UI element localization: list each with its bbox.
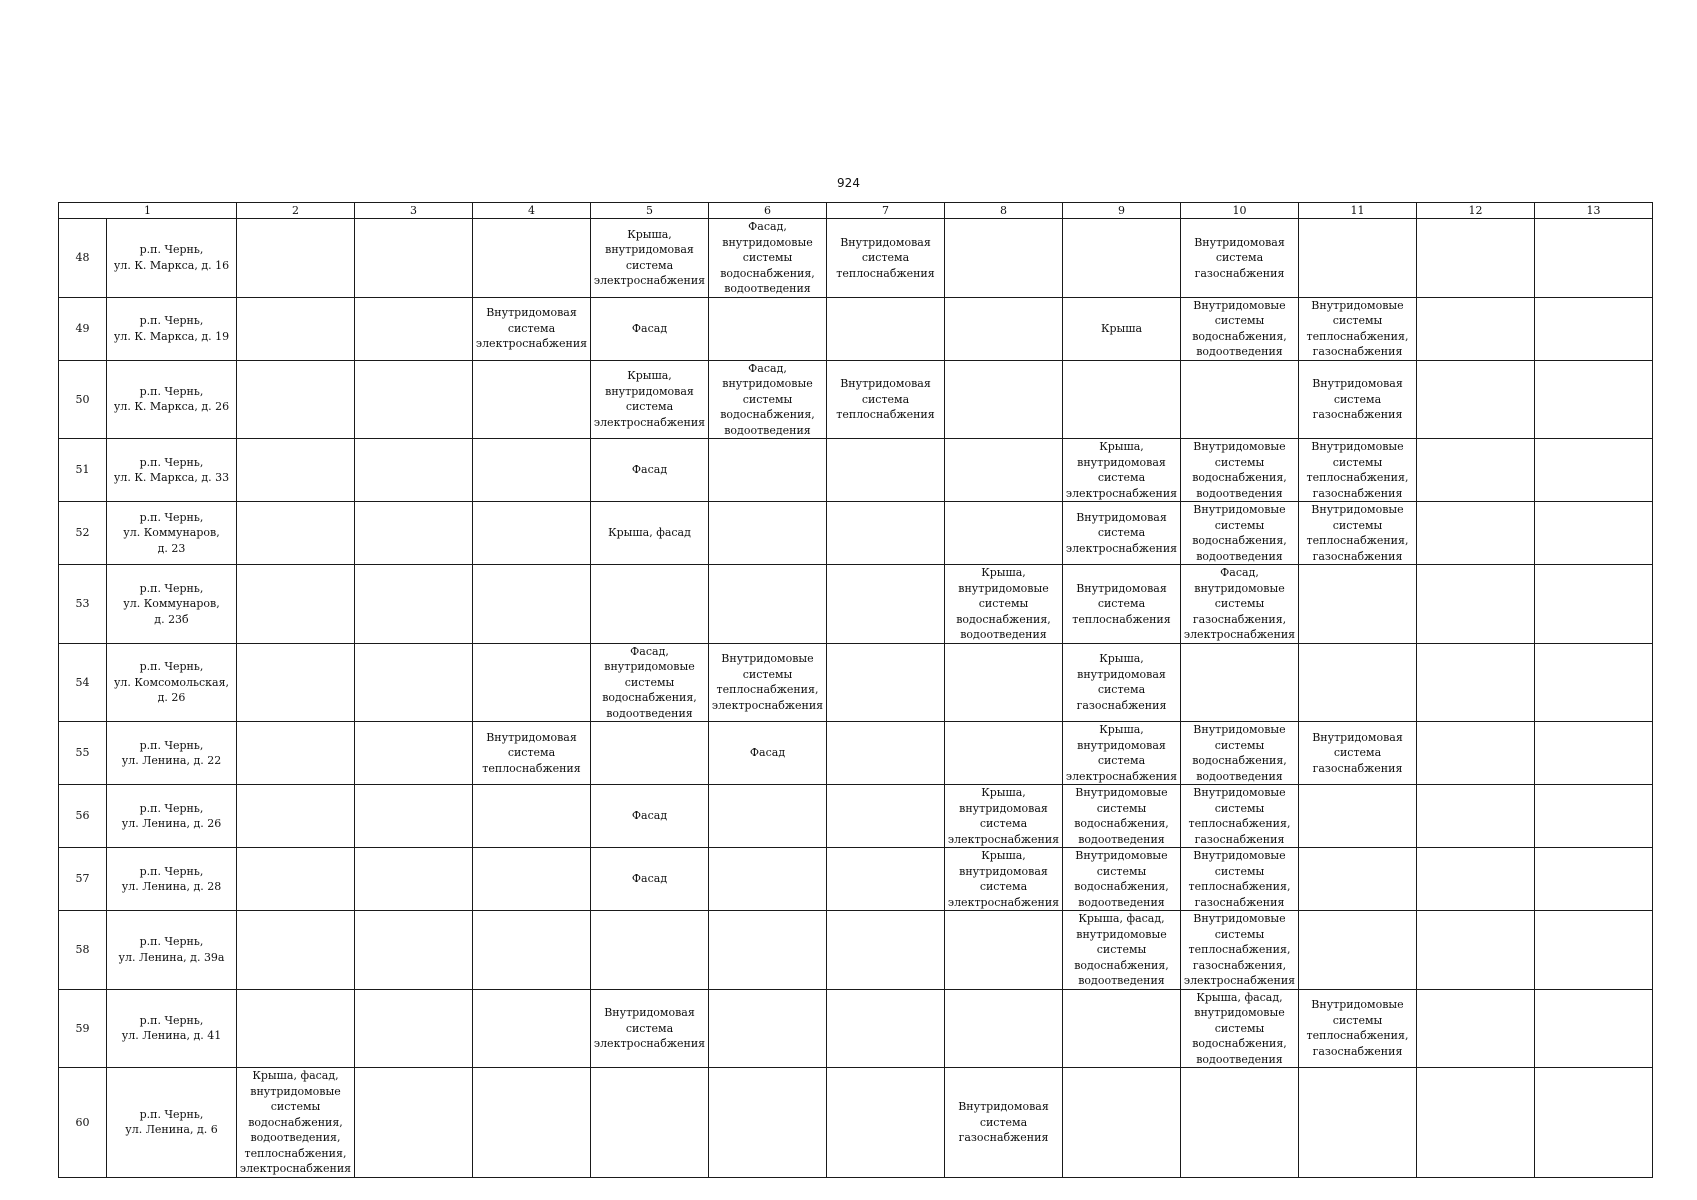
work-cell: [237, 297, 355, 360]
work-cell: Крыша, фасад, внутридомовые системы водоснабжения, водоотведения: [1181, 989, 1299, 1068]
work-cell: Крыша, фасад, внутридомовые системы водоснабжения, водоотведения: [1063, 911, 1181, 990]
work-cell: Крыша, внутридомовая система электроснабжения: [1063, 722, 1181, 785]
work-cell: [237, 360, 355, 439]
work-cell: [1535, 722, 1653, 785]
row-number-cell: 54: [59, 643, 107, 722]
column-header: 7: [827, 203, 945, 219]
column-header: 11: [1299, 203, 1417, 219]
work-cell: [827, 848, 945, 911]
work-cell: [827, 643, 945, 722]
work-cell: [1181, 1068, 1299, 1178]
work-cell: [1535, 219, 1653, 298]
table-row: [59, 565, 1653, 644]
work-cell: Внутридомовые системы теплоснабжения, электроснабжения: [709, 643, 827, 722]
work-cell: [1299, 911, 1417, 990]
row-number-cell: 55: [59, 722, 107, 785]
work-cell: Фасад: [591, 297, 709, 360]
table-row: [59, 785, 1653, 848]
column-header: 5: [591, 203, 709, 219]
row-number-cell: 60: [59, 1068, 107, 1178]
work-cell: Внутридомовая система газоснабжения: [1299, 360, 1417, 439]
table-row: [59, 722, 1653, 785]
work-cell: Внутридомовые системы водоснабжения, водоотведения: [1181, 502, 1299, 565]
work-cell: [709, 989, 827, 1068]
work-cell: [827, 1068, 945, 1178]
table-body: [59, 203, 1653, 1178]
work-cell: [1535, 297, 1653, 360]
work-cell: [1535, 565, 1653, 644]
work-cell: Внутридомовые системы теплоснабжения, газоснабжения, электроснабжения: [1181, 911, 1299, 990]
table-row: [59, 989, 1653, 1068]
work-cell: [473, 219, 591, 298]
work-cell: [945, 219, 1063, 298]
work-cell: Внутридомовые системы водоснабжения, водоотведения: [1063, 848, 1181, 911]
column-header: 10: [1181, 203, 1299, 219]
work-cell: [355, 565, 473, 644]
work-cell: [945, 911, 1063, 990]
work-cell: [355, 1068, 473, 1178]
work-cell: [473, 1068, 591, 1178]
work-cell: [237, 219, 355, 298]
table-row: [59, 360, 1653, 439]
work-cell: [473, 848, 591, 911]
work-cell: [1535, 502, 1653, 565]
work-cell: [473, 360, 591, 439]
work-cell: [709, 297, 827, 360]
address-cell: р.п. Чернь, ул. Ленина, д. 22: [107, 722, 237, 785]
work-cell: [591, 911, 709, 990]
work-cell: [1063, 360, 1181, 439]
work-cell: [1535, 1068, 1653, 1178]
repair-schedule-table: [58, 202, 1653, 1178]
work-cell: [1535, 911, 1653, 990]
address-cell: р.п. Чернь, ул. К. Маркса, д. 33: [107, 439, 237, 502]
work-cell: [355, 643, 473, 722]
work-cell: Внутридомовые системы водоснабжения, водоотведения: [1181, 722, 1299, 785]
work-cell: Внутридомовая система электроснабжения: [1063, 502, 1181, 565]
work-cell: [355, 219, 473, 298]
work-cell: [237, 785, 355, 848]
work-cell: [355, 439, 473, 502]
work-cell: [355, 785, 473, 848]
address-cell: р.п. Чернь, ул. Комсомольская, д. 26: [107, 643, 237, 722]
work-cell: [473, 439, 591, 502]
work-cell: [1181, 643, 1299, 722]
work-cell: [473, 911, 591, 990]
work-cell: [1417, 643, 1535, 722]
address-cell: р.п. Чернь, ул. Коммунаров, д. 23: [107, 502, 237, 565]
column-header: 12: [1417, 203, 1535, 219]
work-cell: Крыша: [1063, 297, 1181, 360]
work-cell: [1535, 439, 1653, 502]
address-cell: р.п. Чернь, ул. Коммунаров, д. 23б: [107, 565, 237, 644]
work-cell: [1299, 219, 1417, 298]
work-cell: [591, 565, 709, 644]
work-cell: Внутридомовые системы теплоснабжения, газоснабжения: [1181, 785, 1299, 848]
work-cell: Крыша, фасад: [591, 502, 709, 565]
column-header: 9: [1063, 203, 1181, 219]
work-cell: [1417, 1068, 1535, 1178]
address-cell: р.п. Чернь, ул. К. Маркса, д. 26: [107, 360, 237, 439]
work-cell: Внутридомовые системы водоснабжения, водоотведения: [1181, 297, 1299, 360]
work-cell: Крыша, внутридомовая система электроснабжения: [591, 219, 709, 298]
work-cell: [1063, 1068, 1181, 1178]
work-cell: [1181, 360, 1299, 439]
work-cell: [827, 439, 945, 502]
address-cell: р.п. Чернь, ул. К. Маркса, д. 16: [107, 219, 237, 298]
column-number-header-row: [59, 203, 1653, 219]
work-cell: [237, 911, 355, 990]
work-cell: Фасад: [591, 848, 709, 911]
page-number: 924: [837, 176, 860, 190]
work-cell: [355, 848, 473, 911]
work-cell: [827, 502, 945, 565]
work-cell: [473, 565, 591, 644]
work-cell: Фасад: [591, 785, 709, 848]
column-header: 13: [1535, 203, 1653, 219]
work-cell: Внутридомовые системы водоснабжения, водоотведения: [1063, 785, 1181, 848]
row-number-cell: 51: [59, 439, 107, 502]
work-cell: [473, 989, 591, 1068]
work-cell: Крыша, внутридомовые системы водоснабжения, водоотведения: [945, 565, 1063, 644]
work-cell: Внутридомовая система теплоснабжения: [827, 219, 945, 298]
work-cell: [827, 565, 945, 644]
work-cell: [945, 502, 1063, 565]
work-cell: [1417, 785, 1535, 848]
work-cell: [1535, 785, 1653, 848]
address-cell: р.п. Чернь, ул. Ленина, д. 6: [107, 1068, 237, 1178]
work-cell: Фасад: [591, 439, 709, 502]
work-cell: [827, 297, 945, 360]
work-cell: [1417, 360, 1535, 439]
table-row: [59, 1068, 1653, 1178]
column-header: 1: [59, 203, 237, 219]
row-number-cell: 52: [59, 502, 107, 565]
row-number-cell: 48: [59, 219, 107, 298]
work-cell: Крыша, внутридомовая система газоснабжения: [1063, 643, 1181, 722]
column-header: 3: [355, 203, 473, 219]
address-cell: р.п. Чернь, ул. Ленина, д. 39а: [107, 911, 237, 990]
work-cell: [709, 848, 827, 911]
work-cell: [355, 360, 473, 439]
work-cell: Внутридомовая система теплоснабжения: [1063, 565, 1181, 644]
work-cell: Внутридомовые системы теплоснабжения, газоснабжения: [1299, 502, 1417, 565]
work-cell: [1299, 848, 1417, 911]
work-cell: [237, 989, 355, 1068]
work-cell: [591, 1068, 709, 1178]
work-cell: [1535, 643, 1653, 722]
column-header: 4: [473, 203, 591, 219]
work-cell: [237, 502, 355, 565]
work-cell: [945, 297, 1063, 360]
work-cell: Фасад, внутридомовые системы газоснабжения, электроснабжения: [1181, 565, 1299, 644]
work-cell: [1417, 722, 1535, 785]
work-cell: [1417, 989, 1535, 1068]
work-cell: [1063, 219, 1181, 298]
work-cell: [1417, 297, 1535, 360]
work-cell: [709, 785, 827, 848]
work-cell: Фасад: [709, 722, 827, 785]
work-cell: [945, 722, 1063, 785]
work-cell: Внутридомовая система теплоснабжения: [827, 360, 945, 439]
work-cell: [473, 643, 591, 722]
row-number-cell: 53: [59, 565, 107, 644]
work-cell: [709, 911, 827, 990]
work-cell: Внутридомовые системы теплоснабжения, газоснабжения: [1299, 989, 1417, 1068]
work-cell: [1299, 643, 1417, 722]
work-cell: Внутридомовые системы теплоснабжения, газоснабжения: [1299, 439, 1417, 502]
table-row: [59, 297, 1653, 360]
work-cell: [1417, 911, 1535, 990]
work-cell: [237, 722, 355, 785]
column-header: 2: [237, 203, 355, 219]
work-cell: Внутридомовые системы теплоснабжения, газоснабжения: [1299, 297, 1417, 360]
table-row: [59, 439, 1653, 502]
work-cell: [473, 785, 591, 848]
work-cell: [237, 643, 355, 722]
work-cell: [1063, 989, 1181, 1068]
work-cell: [237, 848, 355, 911]
work-cell: [827, 785, 945, 848]
work-cell: [355, 989, 473, 1068]
work-cell: Фасад, внутридомовые системы водоснабжения, водоотведения: [709, 219, 827, 298]
work-cell: Крыша, внутридомовая система электроснабжения: [945, 848, 1063, 911]
work-cell: [709, 502, 827, 565]
work-cell: [1535, 848, 1653, 911]
work-cell: Внутридомовая система газоснабжения: [1181, 219, 1299, 298]
address-cell: р.п. Чернь, ул. Ленина, д. 41: [107, 989, 237, 1068]
row-number-cell: 59: [59, 989, 107, 1068]
work-cell: [945, 989, 1063, 1068]
work-cell: [237, 439, 355, 502]
work-cell: Крыша, внутридомовая система электроснабжения: [945, 785, 1063, 848]
work-cell: [945, 643, 1063, 722]
work-cell: [355, 297, 473, 360]
work-cell: Крыша, фасад, внутридомовые системы водоснабжения, водоотведения, теплоснабжения, электроснабжения: [237, 1068, 355, 1178]
address-cell: р.п. Чернь, ул. К. Маркса, д. 19: [107, 297, 237, 360]
work-cell: Фасад, внутридомовые системы водоснабжения, водоотведения: [591, 643, 709, 722]
table-row: [59, 911, 1653, 990]
work-cell: Внутридомовая система газоснабжения: [945, 1068, 1063, 1178]
work-cell: [1417, 565, 1535, 644]
work-cell: [1535, 989, 1653, 1068]
work-cell: [709, 1068, 827, 1178]
work-cell: [237, 565, 355, 644]
work-cell: [473, 502, 591, 565]
work-cell: [827, 722, 945, 785]
row-number-cell: 56: [59, 785, 107, 848]
work-cell: [827, 911, 945, 990]
row-number-cell: 49: [59, 297, 107, 360]
work-cell: [591, 722, 709, 785]
row-number-cell: 57: [59, 848, 107, 911]
work-cell: [1299, 1068, 1417, 1178]
work-cell: [709, 439, 827, 502]
table-row: [59, 502, 1653, 565]
row-number-cell: 50: [59, 360, 107, 439]
work-cell: [1299, 565, 1417, 644]
address-cell: р.п. Чернь, ул. Ленина, д. 28: [107, 848, 237, 911]
work-cell: [709, 565, 827, 644]
work-cell: [1417, 502, 1535, 565]
work-cell: Фасад, внутридомовые системы водоснабжения, водоотведения: [709, 360, 827, 439]
column-header: 8: [945, 203, 1063, 219]
work-cell: Внутридомовая система электроснабжения: [473, 297, 591, 360]
work-cell: Внутридомовая система электроснабжения: [591, 989, 709, 1068]
work-cell: [355, 911, 473, 990]
work-cell: [1535, 360, 1653, 439]
work-cell: [1417, 848, 1535, 911]
work-cell: [355, 502, 473, 565]
work-cell: Внутридомовые системы теплоснабжения, газоснабжения: [1181, 848, 1299, 911]
address-cell: р.п. Чернь, ул. Ленина, д. 26: [107, 785, 237, 848]
table-row: [59, 219, 1653, 298]
row-number-cell: 58: [59, 911, 107, 990]
work-cell: [1417, 439, 1535, 502]
work-cell: [1299, 785, 1417, 848]
work-cell: Внутридомовая система теплоснабжения: [473, 722, 591, 785]
work-cell: [827, 989, 945, 1068]
work-cell: Крыша, внутридомовая система электроснабжения: [1063, 439, 1181, 502]
table-row: [59, 643, 1653, 722]
work-cell: [355, 722, 473, 785]
work-cell: [945, 360, 1063, 439]
work-cell: [945, 439, 1063, 502]
work-cell: Внутридомовая система газоснабжения: [1299, 722, 1417, 785]
column-header: 6: [709, 203, 827, 219]
table-row: [59, 848, 1653, 911]
work-cell: [1417, 219, 1535, 298]
work-cell: Внутридомовые системы водоснабжения, водоотведения: [1181, 439, 1299, 502]
work-cell: Крыша, внутридомовая система электроснабжения: [591, 360, 709, 439]
